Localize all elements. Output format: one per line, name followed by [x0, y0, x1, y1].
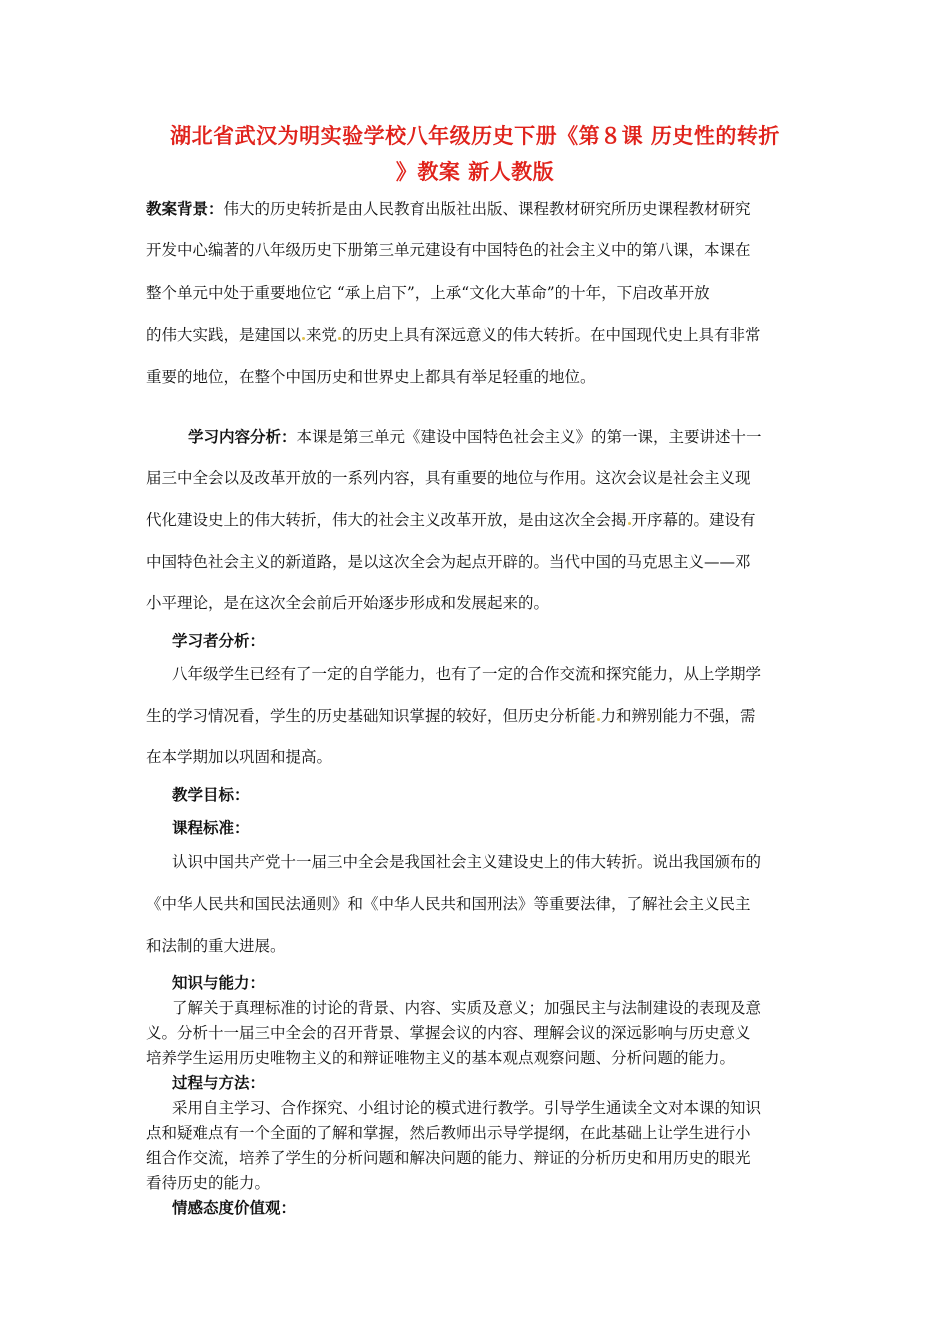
title-line-2: 》教案 新人教版 [395, 160, 555, 184]
goals-heading: 教学目标： [172, 786, 250, 804]
content-analysis-line-4: 中国特色社会主义的新道路，是以这次全会为起点开辟的。当代中国的马克思主义——邓 [146, 553, 751, 571]
standard-line-2: 《中华人民共和国民法通则》和《中华人民共和国刑法》等重要法律，了解社会主义民主 [146, 895, 751, 913]
learner-analysis-heading: 学习者分析： [172, 632, 266, 650]
content-analysis-line-1 [146, 427, 810, 447]
content-analysis-line-5: 小平理论，是在这次全会前后开始逐步形成和发展起来的。 [146, 594, 550, 612]
background-line-1 [146, 199, 810, 219]
standard-line-1: 认识中国共产党十一届三中全会是我国社会主义建设史上的伟大转折。说出我国颁布的 [172, 853, 762, 871]
background-line-4 [146, 325, 810, 345]
speck-mark [338, 337, 341, 340]
document-title [146, 118, 804, 190]
learner-analysis-line-2 [146, 706, 810, 726]
content-analysis-text-3b: 开序幕的。建设有 [631, 511, 756, 529]
process-heading: 过程与方法： [172, 1074, 266, 1092]
speck-mark [628, 522, 631, 525]
background-text-4a: 的伟大实践，是建国以 [146, 326, 302, 344]
background-text-4c: 的历史上具有深远意义的伟大转折。在中国现代史上具有非常 [342, 326, 761, 344]
content-analysis-heading: 学习内容分析： [188, 428, 297, 446]
process-line-4: 看待历史的能力。 [146, 1174, 271, 1192]
background-line-3: 整个单元中处于重要地位它 “承上启下”，上承“文化大革命”的十年，下启改革开放 [146, 284, 710, 302]
knowledge-line-2: 义。分析十一届三中全会的召开背景、掌握会议的内容、理解会议的深远影响与历史意义 [146, 1024, 751, 1042]
content-analysis-text-3a: 代化建设史上的伟大转折，伟大的社会主义改革开放，是由这次全会揭 [146, 511, 627, 529]
background-text-4b: 来党 [306, 326, 338, 344]
background-text-1: 伟大的历史转折是由人民教育出版社出版、课程教材研究所历史课程教材研究 [223, 200, 751, 218]
standard-heading: 课程标准： [172, 819, 250, 837]
content-analysis-line-3 [146, 510, 810, 530]
learner-analysis-line-1: 八年级学生已经有了一定的自学能力，也有了一定的合作交流和探究能力，从上学期学 [172, 665, 762, 683]
speck-mark [597, 718, 600, 721]
content-analysis-text-1: 本课是第三单元《建设中国特色社会主义》的第一课，主要讲述十一 [296, 428, 762, 446]
background-line-2: 开发中心编著的八年级历史下册第三单元建设有中国特色的社会主义中的第八课，本课在 [146, 241, 751, 259]
knowledge-line-3: 培养学生运用历史唯物主义的和辩证唯物主义的基本观点观察问题、分析问题的能力。 [146, 1049, 736, 1067]
learner-analysis-text-2b: 力和辨别能力不强，需 [600, 707, 756, 725]
content-analysis-line-2: 届三中全会以及改革开放的一系列内容，具有重要的地位与作用。这次会议是社会主义现 [146, 469, 751, 487]
background-line-5: 重要的地位，在整个中国历史和世界史上都具有举足轻重的地位。 [146, 368, 596, 386]
process-line-2: 点和疑难点有一个全面的了解和掌握，然后教师出示导学提纲，在此基础上让学生进行小 [146, 1124, 751, 1142]
knowledge-heading: 知识与能力： [172, 974, 266, 992]
title-line-1: 湖北省武汉为明实验学校八年级历史下册《第８课 历史性的转折 [170, 124, 780, 148]
speck-mark [302, 337, 305, 340]
knowledge-line-1: 了解关于真理标准的讨论的背景、内容、实质及意义；加强民主与法制建设的表现及意 [172, 999, 762, 1017]
emotion-heading: 情感态度价值观： [172, 1199, 297, 1217]
process-line-1: 采用自主学习、合作探究、小组讨论的模式进行教学。引导学生通读全文对本课的知识 [172, 1099, 762, 1117]
standard-line-3: 和法制的重大进展。 [146, 937, 286, 955]
background-heading: 教案背景： [146, 200, 224, 218]
process-line-3: 组合作交流，培养了学生的分析问题和解决问题的能力、辩证的分析历史和用历史的眼光 [146, 1149, 751, 1167]
learner-analysis-text-2a: 生的学习情况看，学生的历史基础知识掌握的较好，但历史分析能 [146, 707, 596, 725]
learner-analysis-line-3: 在本学期加以巩固和提高。 [146, 748, 333, 766]
